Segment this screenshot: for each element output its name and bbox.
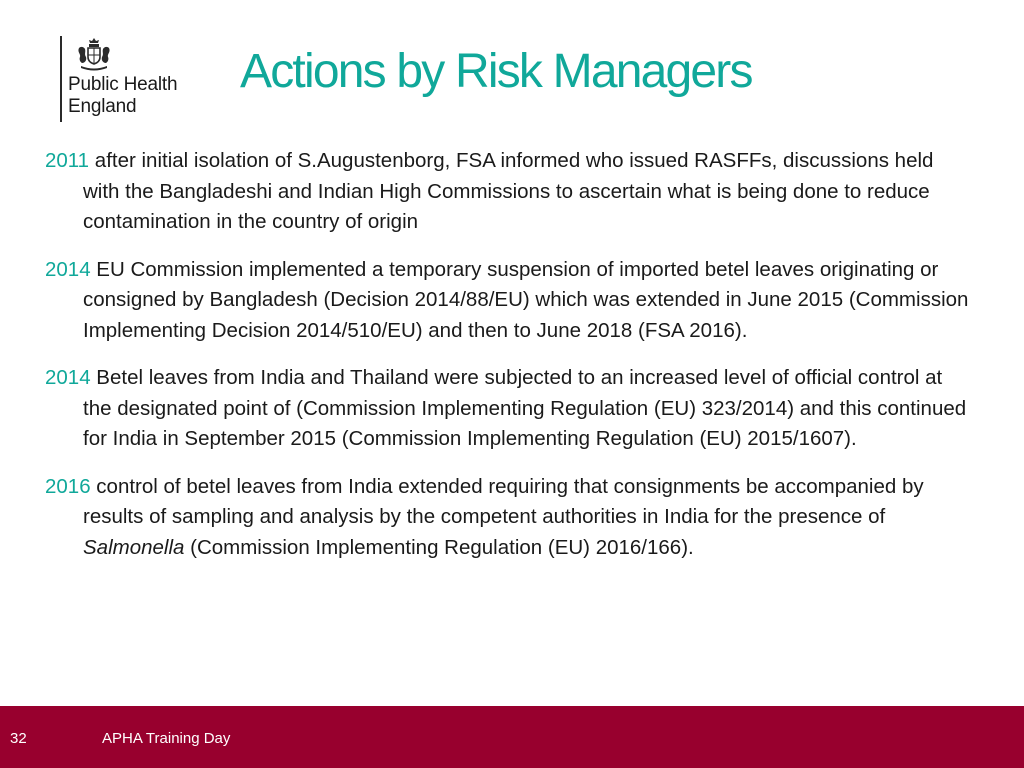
paragraph-2014-suspension: [45, 255, 975, 347]
logo-text-line2: England: [68, 96, 137, 117]
year-label: 2014: [45, 366, 91, 389]
paragraph-text: Betel leaves from India and Thailand were subjected to an increased level of official control at the designated point of (Commission Implementing Regulation (EU) 323/2014) and this continued for India in September 2015 (Commission Implementing Regulation (EU) 2015/1607).: [83, 366, 967, 450]
paragraph-text-end: (Commission Implementing Regulation (EU) 2016/166).: [184, 535, 694, 559]
year-label: 2014: [45, 257, 91, 281]
slide-number: 32: [10, 730, 27, 747]
paragraph-text: after initial isolation of S.Augustenborg, FSA informed who issued RASFFs, discussions held with the Bangladeshi and Indian High Commissions to ascertain what is being done to reduce contamination in the country of origin: [83, 149, 934, 233]
slide-title: Actions by Risk Managers: [240, 45, 752, 98]
year-label: 2011: [45, 149, 90, 172]
paragraph-2011: [45, 146, 975, 238]
logo-text-line1: Public Health: [68, 74, 178, 95]
year-label: 2016: [45, 474, 91, 498]
logo-divider: [60, 36, 62, 122]
royal-crest-icon: [74, 36, 114, 72]
italic-term: Salmonella: [83, 535, 185, 559]
footer-bar: [0, 706, 1024, 768]
paragraph-2014-control: [45, 363, 975, 455]
paragraph-2016: [45, 472, 975, 564]
paragraph-text: control of betel leaves from India extended requiring that consignments be accompanied by results of sampling and analysis by the competent authorities in India for the presence of: [83, 474, 924, 528]
footer-text: APHA Training Day: [102, 730, 231, 747]
content-body: [45, 146, 975, 580]
logo-text: [68, 74, 177, 118]
paragraph-text: EU Commission implemented a temporary suspension of imported betel leaves originating or consigned by Bangladesh (Decision 2014/88/EU) which was extended in June 2015 (Commission Implementing Decision 2014/510/EU) and then to June 2018 (FSA 2016).: [83, 257, 969, 342]
phe-logo: [60, 36, 210, 126]
